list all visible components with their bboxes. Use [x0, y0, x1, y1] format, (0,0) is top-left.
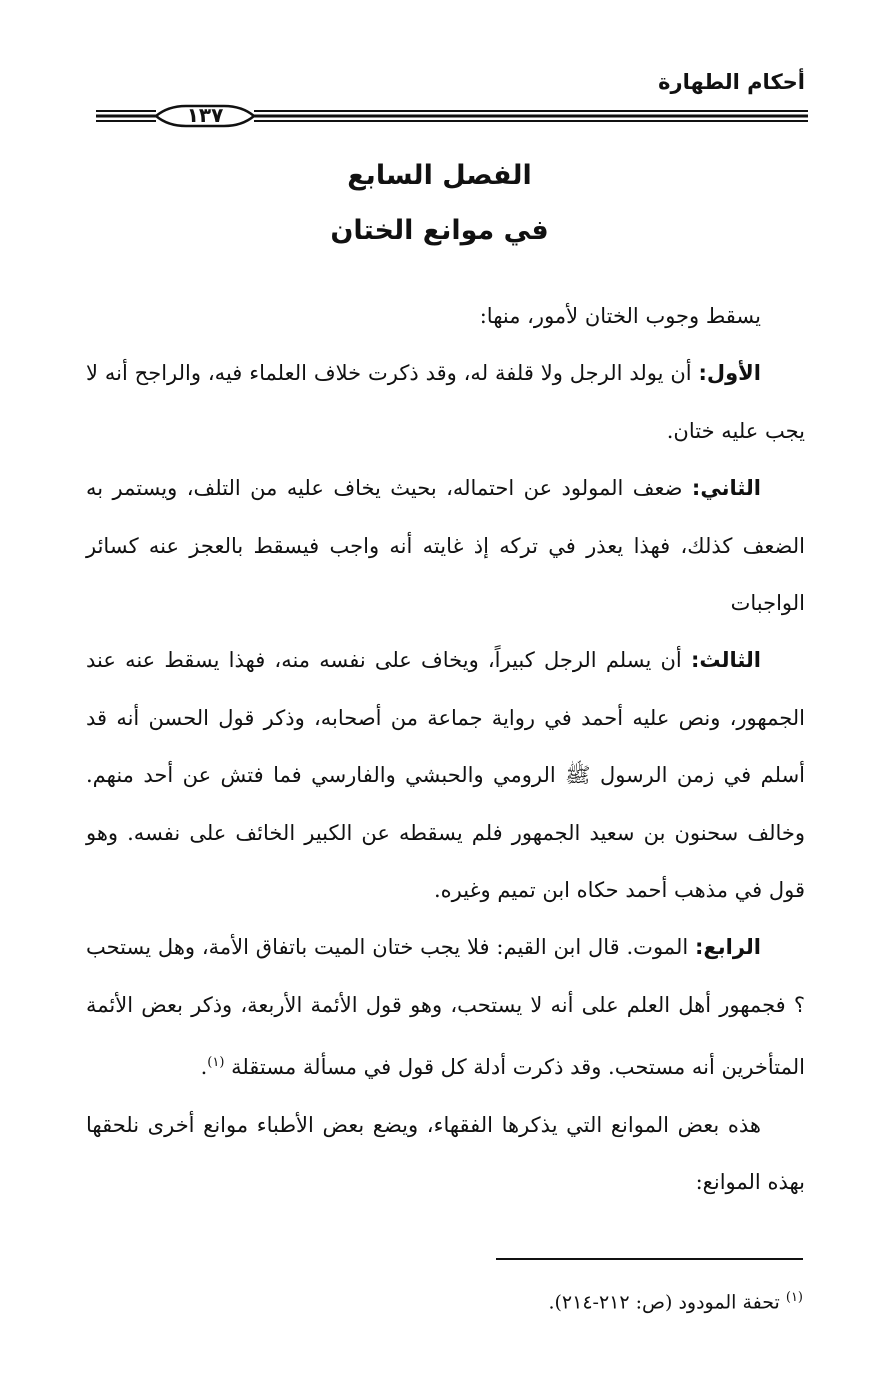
- page-number: ١٣٧: [186, 103, 224, 127]
- paragraph-keyword: الأول:: [698, 361, 761, 386]
- paragraph-tail: .: [200, 1055, 208, 1080]
- paragraph-second: [86, 460, 805, 632]
- paragraph-keyword: الرابع:: [695, 935, 761, 960]
- footnote-text: تحفة المودود (ص: ٢١٢-٢١٤).: [548, 1291, 786, 1314]
- paragraph-first: [86, 345, 805, 460]
- paragraph-keyword: الثاني:: [691, 476, 761, 501]
- paragraph-fourth: [86, 919, 805, 1096]
- chapter-title: الفصل السابع: [347, 160, 532, 191]
- paragraph-text: ضعف المولود عن احتماله، بحيث يخاف عليه من التلف، ويستمر به الضعف كذلك، فهذا يعذر في تركه إذ غايته أنه واجب فيسقط بالعجز عنه كسائر الواجبات: [86, 476, 805, 616]
- body-text: [86, 288, 805, 1212]
- paragraph-keyword: الثالث:: [690, 648, 761, 673]
- paragraph-third: [86, 632, 805, 919]
- paragraph-closing: [86, 1097, 805, 1212]
- paragraph-text: أن يسلم الرجل كبيراً، ويخاف على نفسه منه، فهذا يسقط عنه عند الجمهور، ونص عليه أحمد في رواية جماعة من أصحابه، وذكر قول الحسن أنه قد أسلم في زمن الرسول ﷺ الرومي والحبشي والفارسي فما فتش عن أحد منهم. وخالف سحنون بن سعيد الجمهور فلم يسقطه عن الكبير الخائف على نفسه. وهو قول في مذهب أحمد حكاه ابن تميم وغيره.: [86, 648, 805, 903]
- paragraph-text: هذه بعض الموانع التي يذكرها الفقهاء، ويضع بعض الأطباء موانع أخرى نلحقها بهذه الموانع:: [86, 1112, 805, 1195]
- chapter-subtitle: في موانع الختان: [330, 215, 549, 246]
- running-title: أحكام الطهارة: [658, 70, 805, 94]
- paragraph-text: الموت. قال ابن القيم: فلا يجب ختان الميت باتفاق الأمة، وهل يستحب ؟ فجمهور أهل العلم على أنه لا يستحب، وهو قول الأئمة الأربعة، وذكر بعض الأئمة المتأخرين أنه مستحب. وقد ذكرت أدلة كل قول في مسألة مستقلة: [86, 935, 805, 1080]
- footnote: [548, 1290, 803, 1313]
- paragraph-text: يسقط وجوب الختان لأمور، منها:: [479, 304, 761, 328]
- footnote-marker: (١): [785, 1290, 803, 1305]
- paragraph-intro: [86, 288, 805, 345]
- paragraph-text: أن يولد الرجل ولا قلفة له، وقد ذكرت خلاف العلماء فيه، والراجح أنه لا يجب عليه ختان.: [86, 361, 805, 443]
- footnote-reference[interactable]: (١): [207, 1055, 225, 1071]
- footnote-separator: [496, 1258, 803, 1260]
